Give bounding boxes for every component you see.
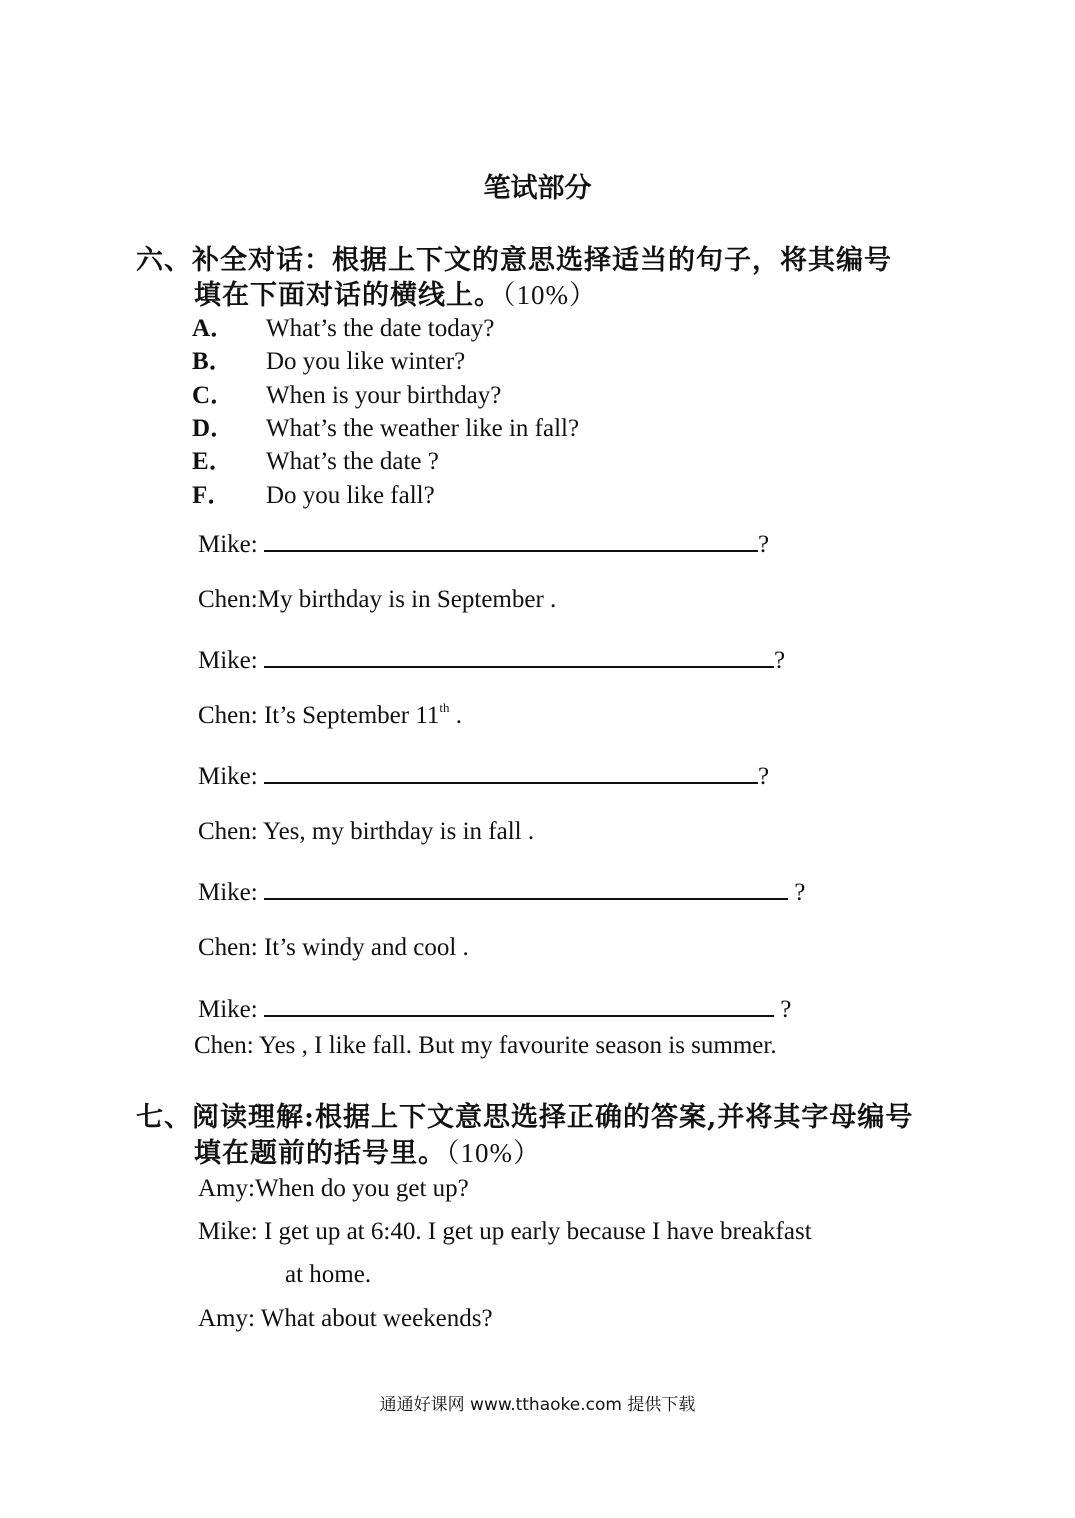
reading-line-2: Mike: I get up at 6:40. I get up early because I have breakfast [198, 1218, 812, 1245]
section6-score: （10%） [502, 280, 597, 310]
option-letter: D． [192, 415, 236, 442]
ordinal-suffix: th [439, 700, 450, 715]
speaker-label: Mike: [198, 996, 258, 1023]
dialogue-line-mike-5 [198, 993, 791, 1024]
section7-score: （10%） [446, 1138, 541, 1168]
dialogue-line-chen-4: Chen: It’s windy and cool . [198, 934, 469, 961]
option-d [192, 408, 579, 444]
option-letter: F． [192, 482, 233, 509]
option-letter: E． [192, 448, 234, 475]
option-text: Do you like winter? [266, 348, 466, 375]
question-mark: ? [773, 996, 792, 1023]
option-c [192, 375, 501, 411]
dialogue-line-mike-2 [198, 644, 785, 675]
page-title: 笔试部分 [483, 173, 592, 204]
reply-text: Chen: It’s September 11 [198, 702, 440, 729]
option-letter: B． [192, 348, 234, 375]
option-text: What’s the weather like in fall? [266, 415, 580, 442]
dialogue-line-chen-1: Chen:My birthday is in September . [198, 586, 557, 613]
answer-blank-2[interactable] [264, 644, 774, 668]
answer-blank-3[interactable] [264, 760, 758, 784]
question-mark: ? [773, 647, 786, 674]
answer-blank-4[interactable] [264, 876, 788, 900]
option-letter: C． [192, 382, 236, 409]
question-mark: ? [757, 763, 770, 790]
answer-blank-1[interactable] [264, 528, 758, 552]
speaker-label: Mike: [198, 879, 258, 906]
option-e [192, 441, 439, 477]
section6-heading-line1: 六、补全对话：根据上下文的意思选择适当的句子，将其编号 [136, 245, 892, 276]
dialogue-line-chen-3: Chen: Yes, my birthday is in fall . [198, 818, 535, 845]
reading-line-4: Amy: What about weekends? [198, 1305, 493, 1332]
option-letter: A． [192, 315, 236, 342]
section7-heading-line1: 七、阅读理解:根据上下文意思选择正确的答案,并将其字母编号 [136, 1102, 914, 1133]
speaker-label: Mike: [198, 763, 258, 790]
option-text: What’s the date today? [266, 315, 495, 342]
page-footer: 通通好课网 www.tthaoke.com 提供下载 [379, 1395, 696, 1415]
reading-line-3: at home. [285, 1261, 372, 1288]
option-a [192, 308, 494, 344]
dialogue-line-mike-4 [198, 876, 805, 907]
option-text: What’s the date ? [266, 448, 439, 475]
speaker-label: Mike: [198, 531, 258, 558]
speaker-label: Mike: [198, 647, 258, 674]
question-mark: ? [787, 879, 806, 906]
section6-heading-line2 [194, 273, 597, 312]
dialogue-line-mike-1 [198, 528, 769, 559]
reading-line-1: Amy:When do you get up? [198, 1175, 469, 1202]
dialogue-line-mike-3 [198, 760, 769, 791]
option-text: Do you like fall? [266, 482, 435, 509]
dialogue-line-chen-5: Chen: Yes , I like fall. But my favourite season is summer. [194, 1032, 777, 1059]
section7-heading-line2 [194, 1131, 541, 1170]
option-f [192, 475, 435, 511]
reply-end: . [449, 702, 463, 729]
dialogue-line-chen-2 [198, 702, 462, 730]
section6-heading-text: 填在下面对话的横线上。 [194, 280, 502, 311]
question-mark: ? [757, 531, 770, 558]
option-text: When is your birthday? [266, 382, 502, 409]
answer-blank-5[interactable] [264, 993, 774, 1017]
section7-heading-text: 填在题前的括号里。 [194, 1138, 446, 1169]
option-b [192, 341, 465, 377]
